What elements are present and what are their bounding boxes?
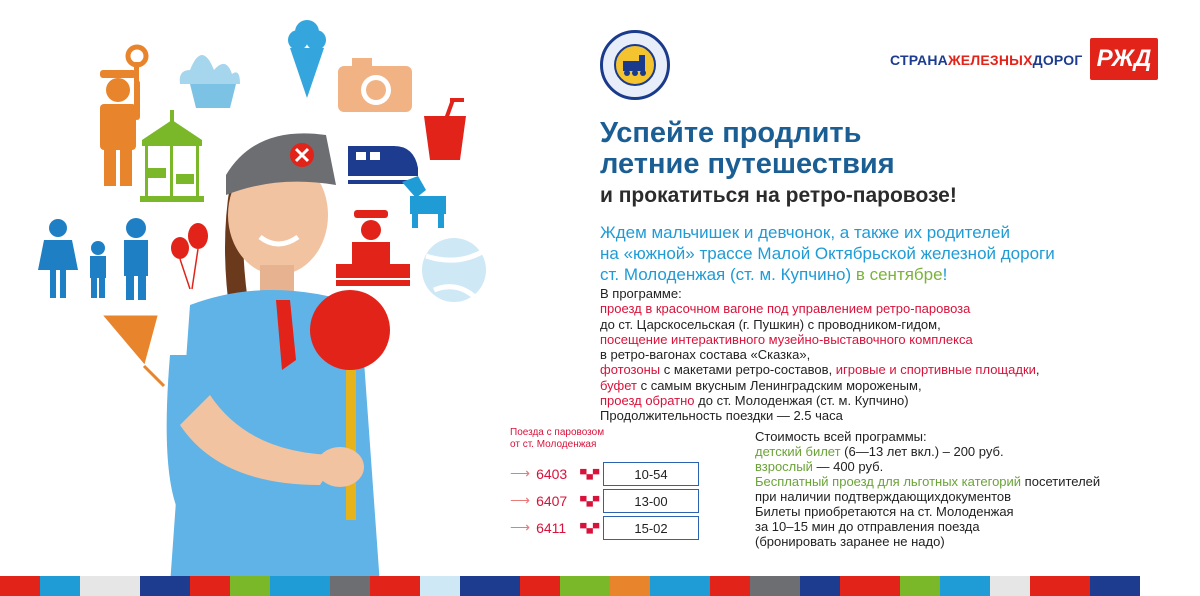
- locomotive-icon: ▀▄▀: [580, 495, 600, 506]
- train-time: 13-00: [603, 489, 699, 513]
- decorative-color-stripe: [0, 576, 1200, 596]
- program-line-4: в ретро-вагонах состава «Сказка»,: [600, 347, 811, 363]
- train-time: 10-54: [603, 462, 699, 486]
- family-icon: [38, 218, 148, 300]
- program-line-1: проезд в красочном вагоне под управлением ретро-паровоза: [600, 301, 971, 317]
- brand-part-2: ЖЕЛЕЗНЫХ: [947, 52, 1033, 68]
- train-number: 6403: [536, 465, 568, 482]
- price-adult-value: — 400 руб.: [812, 459, 884, 474]
- program-line-5: [600, 362, 1160, 377]
- train-number: 6411: [536, 519, 567, 536]
- invite-line-2: на «южной» трассе Малой Октябрьской железной дороги: [600, 244, 1055, 263]
- program-duration: Продолжительность поездки — 2.5 часа: [600, 408, 843, 424]
- dog-icon: [402, 176, 446, 228]
- price-line-4: при наличии подтверждающихдокументов: [755, 489, 1012, 504]
- trains-title: [510, 427, 604, 451]
- brand-part-3: ДОРОГ: [1032, 52, 1083, 68]
- train-row: [510, 519, 599, 536]
- program-line-7-text: до ст. Молоденжая (ст. м. Купчино): [694, 393, 909, 409]
- price-adult: [755, 459, 1175, 474]
- arrow-right-icon: ⟶: [510, 492, 531, 508]
- program-return: проезд обратно: [600, 393, 695, 409]
- invite-exclaim: !: [942, 265, 948, 284]
- price-child-value: (6—13 лет вкл.) – 200 руб.: [840, 444, 1004, 459]
- program-line-2: до ст. Царскосельская (г. Пушкин) с проводником-гидом,: [600, 316, 941, 332]
- program-line-6: [600, 378, 1160, 393]
- arrow-right-icon: ⟶: [510, 465, 531, 481]
- price-adult-label: взрослый: [755, 459, 813, 474]
- conductor-girl-image: [150, 95, 400, 585]
- brand-logo-text: [890, 52, 1082, 68]
- price-child-label: детский билет: [755, 444, 841, 459]
- headline-line-1: Успейте продлить: [600, 117, 862, 149]
- headline-line-3: и прокатиться на ретро-паровозе!: [600, 184, 957, 207]
- price-line-5: Билеты приобретаются на ст. Молоденжая: [755, 504, 1014, 519]
- program-playgrounds: игровые и спортивные площадки: [835, 362, 1036, 378]
- program-photozones: фотозоны: [600, 362, 661, 378]
- program-title: В программе:: [600, 286, 682, 301]
- invite-station: ст. Молоденжая (ст. м. Купчино): [600, 265, 852, 284]
- rzd-logo-text: РЖД: [1096, 45, 1152, 72]
- trains-title-line-2: от ст. Молоденжая: [510, 439, 597, 450]
- price-free: [755, 474, 1175, 489]
- steam-locomotive-icon: [613, 43, 657, 87]
- train-number: 6407: [536, 492, 568, 509]
- ball-icon: [422, 238, 486, 302]
- drink-cup-icon: [424, 98, 466, 160]
- ice-cream-icon: [288, 20, 326, 98]
- brand-part-1: СТРАНА: [890, 52, 948, 68]
- program-block: [600, 286, 1160, 424]
- price-block: [755, 429, 1175, 549]
- price-line-6: за 10–15 мин до отправления поезда: [755, 519, 980, 534]
- trains-title-line-1: Поезда с паровозом: [510, 427, 605, 438]
- locomotive-icon: ▀▄▀: [580, 522, 600, 533]
- rzd-logo: [1090, 38, 1158, 80]
- train-row: [510, 492, 599, 509]
- program-line-5-end: ,: [1035, 362, 1040, 378]
- program-buffet: буфет: [600, 377, 637, 393]
- program-line-3: посещение интерактивного музейно-выставочного комплекса: [600, 331, 973, 347]
- price-free-text: посетителей: [1021, 474, 1101, 489]
- price-title: Стоимость всей программы:: [755, 429, 927, 444]
- train-time: 15-02: [603, 516, 699, 540]
- locomotive-icon: ▀▄▀: [580, 468, 600, 479]
- program-line-5-text: с макетами ретро-составов,: [660, 362, 836, 378]
- program-line-7: [600, 393, 1160, 408]
- price-free-label: Бесплатный проезд для льготных категорий: [755, 474, 1022, 489]
- arrow-right-icon: ⟶: [510, 519, 531, 535]
- railway-seal-logo: [600, 30, 670, 100]
- invite-month: в сентябре: [855, 265, 943, 284]
- program-line-6-text: с самым вкусным Ленинградским мороженым,: [636, 377, 922, 393]
- invite-line-1: Ждем мальчишек и девчонок, а также их родителей: [600, 223, 1011, 242]
- invite-line-3: [600, 264, 947, 285]
- price-line-7: (бронировать заранее не надо): [755, 534, 945, 549]
- conductor-icon: [100, 47, 146, 186]
- headline-line-2: летние путешествия: [600, 148, 895, 180]
- train-row: [510, 465, 599, 482]
- price-child: [755, 444, 1175, 459]
